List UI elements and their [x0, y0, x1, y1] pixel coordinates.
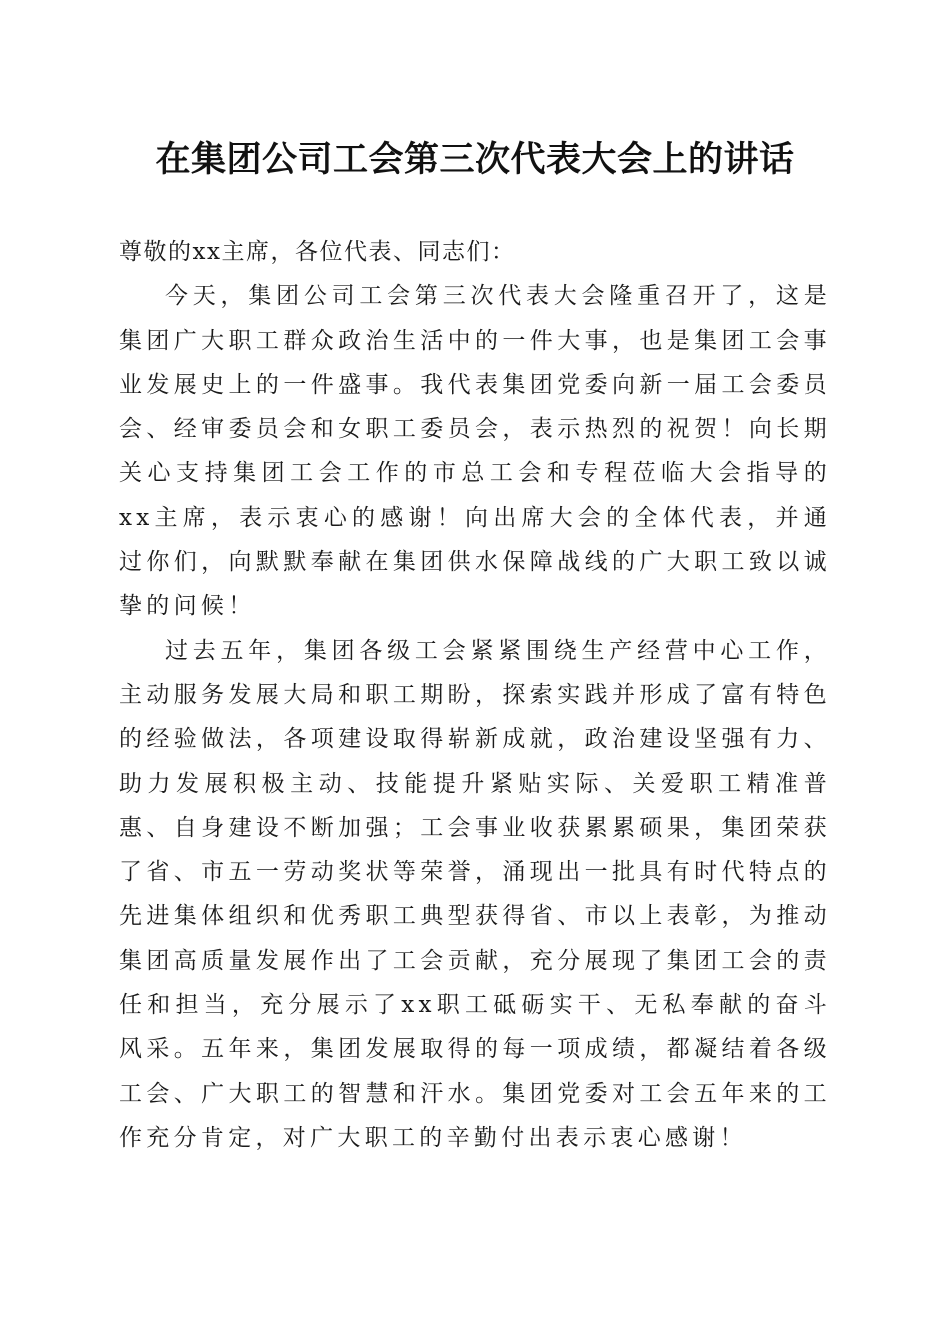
paragraph-review: 过去五年，集团各级工会紧紧围绕生产经营中心工作，主动服务发展大局和职工期盼，探索实践并形成了富有特色的经验做法，各项建设取得崭新成就，政治建设坚强有力、助力发展积极主动、技能提升紧贴实际、关爱职工精准普惠、自身建设不断加强；工会事业收获累累硕果，集团荣获了省、市五一劳动奖状等荣誉，涌现出一批具有时代特点的先进集体组织和优秀职工典型获得省、市以上表彰，为推动集团高质量发展作出了工会贡献，充分展现了集团工会的责任和担当，充分展示了xx职工砥砺实干、无私奉献的奋斗风采。五年来，集团发展取得的每一项成绩，都凝结着各级工会、广大职工的智慧和汗水。集团党委对工会五年来的工作充分肯定，对广大职工的辛勤付出表示衷心感谢！	[119, 637, 831, 1151]
salutation: 尊敬的xx主席，各位代表、同志们：	[119, 239, 516, 265]
paragraph-opening: 今天，集团公司工会第三次代表大会隆重召开了，这是集团广大职工群众政治生活中的一件大事，也是集团工会事业发展史上的一件盛事。我代表集团党委向新一届工会委员会、经审委员会和女职工委员会，表示热烈的祝贺！向长期关心支持集团工会工作的市总工会和专程莅临大会指导的xx主席，表示衷心的感谢！向出席大会的全体代表，并通过你们，向默默奉献在集团供水保障战线的广大职工致以诚挚的问候！	[119, 283, 831, 620]
document-title: 在集团公司工会第三次代表大会上的讲话	[155, 139, 795, 180]
document-body	[119, 230, 831, 1160]
